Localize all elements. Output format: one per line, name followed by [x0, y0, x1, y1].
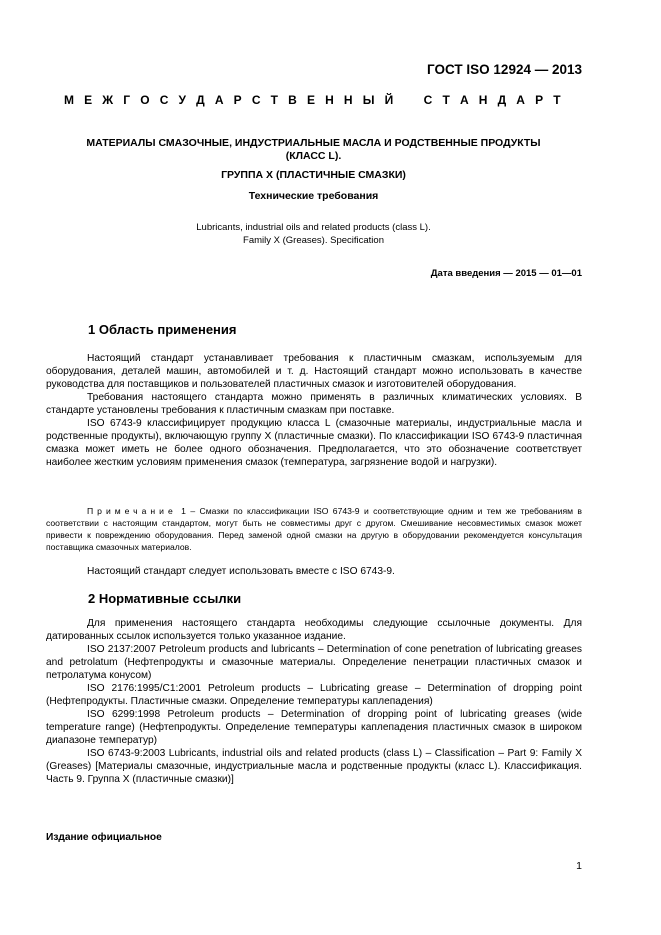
note-text: 1 – Смазки по классификации ISO 6743-9 и соответствующие одним и тем же требованиям в соответствии с настоящим стандартом, могут быть не совместимы друг с другом. Смешивание несовместимых смазок может привести к повреждению оборудования. Перед заменой одной смазки на другую в оборудовании рекомендуется консультация поставщика смазочных материалов.: [46, 506, 582, 552]
paragraph: Для применения настоящего стандарта необходимы следующие ссылочные документы. Для датированных ссылок используется только указанное издание.: [46, 618, 582, 642]
banner-letter: М: [64, 93, 74, 107]
paragraph: ISO 6743-9:2003 Lubricants, industrial oils and related products (class L) – Classification – Part 9: Family X (Greases) [Материалы смазочные, индустриальные масла и родственные продукты (класс L). Классификация. Часть 9. Группа X (пластичные смазки)]: [46, 748, 582, 785]
paragraph: Настоящий стандарт устанавливает требования к пластичным смазкам, используемым для оборудования, деталей машин, автомобилей и т. д. Настоящий стандарт можно использовать в качестве руководства для поставщиков и пользователей пластичных смазок и изготовителей оборудования.: [46, 353, 582, 390]
banner-letter: Р: [535, 93, 544, 107]
paragraph: ISO 2176:1995/C1:2001 Petroleum products – Lubricating grease – Determination of dropping point (Нефтепродукты. Пластичные смазки. Определение температуры каплепадения): [46, 683, 582, 707]
banner-letter: С: [159, 93, 169, 107]
page-number: 1: [576, 860, 582, 872]
section-1-body: [46, 352, 582, 469]
banner-letter: В: [288, 93, 297, 107]
banner-letter: О: [140, 93, 150, 107]
title-group: ГРУППА X (ПЛАСТИЧНЫЕ СМАЗКИ): [221, 169, 406, 181]
paragraph: ISO 6743-9 классифицирует продукцию класса L (смазочные материалы, индустриальные масла и родственные продукты), включающую группу X (пластичные смазки). По классификации ISO 6743-9 пластичная смазка может иметь не более одного обозначения. Предполагается, что это обозначение соответствует наиболее жестким условиям применения смазок (температура, загрязнение водой и нагрузки).: [46, 418, 582, 468]
banner-letter: Е: [84, 93, 93, 107]
english-title-line-2: Family X (Greases). Specification: [243, 235, 384, 246]
banner-letter: Д: [196, 93, 205, 107]
interstate-standard-banner: [64, 93, 561, 107]
paragraph: Настоящий стандарт следует использовать вместе с ISO 6743-9.: [87, 566, 395, 577]
section-1-closing: [46, 565, 582, 578]
banner-letter: Н: [343, 93, 353, 107]
paragraph: ISO 2137:2007 Petroleum products and lubricants – Determination of cone penetration of lubricating greases and petrolatum (Нефтепродукты и смазочные материалы. Определение пенетрации пластичных смазок и петролатума конусом): [46, 644, 582, 681]
note-1: [46, 505, 582, 553]
section-2-body: [46, 617, 582, 786]
banner-letter: Н: [325, 93, 334, 107]
banner-letter: С: [423, 93, 433, 107]
banner-letter: Т: [270, 93, 278, 107]
banner-letter: Ж: [102, 93, 114, 107]
banner-letter: А: [516, 93, 525, 107]
title-line-2: (КЛАСС L).: [285, 150, 342, 162]
banner-letter: Е: [306, 93, 315, 107]
note-label: Примечание: [87, 506, 177, 516]
banner-letter: Р: [233, 93, 242, 107]
paragraph: Требования настоящего стандарта можно применять в различных климатических условиях. В стандарте установлены требования к пластичным смазкам при поставке.: [46, 392, 582, 416]
banner-letter: Й: [384, 93, 394, 107]
banner-letter: Г: [123, 93, 131, 107]
banner-letter: Т: [553, 93, 561, 107]
paragraph: ISO 6299:1998 Petroleum products – Determination of dropping point of lubricating greases (wide temperature range) (Нефтепродукты. Определение температуры каплепадения пластичных смазок в широком диапазоне температур): [46, 709, 582, 746]
banner-letter: С: [251, 93, 261, 107]
official-edition-label: Издание официальное: [46, 832, 162, 843]
title-block: [46, 137, 581, 203]
banner-letter: А: [459, 93, 469, 107]
english-title-line-1: Lubricants, industrial oils and related products (class L).: [196, 222, 431, 233]
section-2-heading: 2 Нормативные ссылки: [88, 591, 242, 606]
banner-letter: У: [178, 93, 187, 107]
document-code: ГОСТ ISO 12924 — 2013: [427, 62, 582, 77]
banner-letter: Н: [478, 93, 488, 107]
banner-letter: Д: [497, 93, 507, 107]
banner-letter: Ы: [362, 93, 375, 107]
banner-letter: А: [214, 93, 224, 107]
title-subtitle: Технические требования: [248, 190, 379, 202]
section-1-heading: 1 Область применения: [88, 322, 237, 337]
banner-letter: Т: [442, 93, 450, 107]
english-title: [46, 221, 581, 247]
introduction-date: Дата введения — 2015 — 01—01: [430, 268, 582, 279]
title-line-1: МАТЕРИАЛЫ СМАЗОЧНЫЕ, ИНДУСТРИАЛЬНЫЕ МАСЛА И РОДСТВЕННЫЕ ПРОДУКТЫ: [86, 137, 541, 149]
